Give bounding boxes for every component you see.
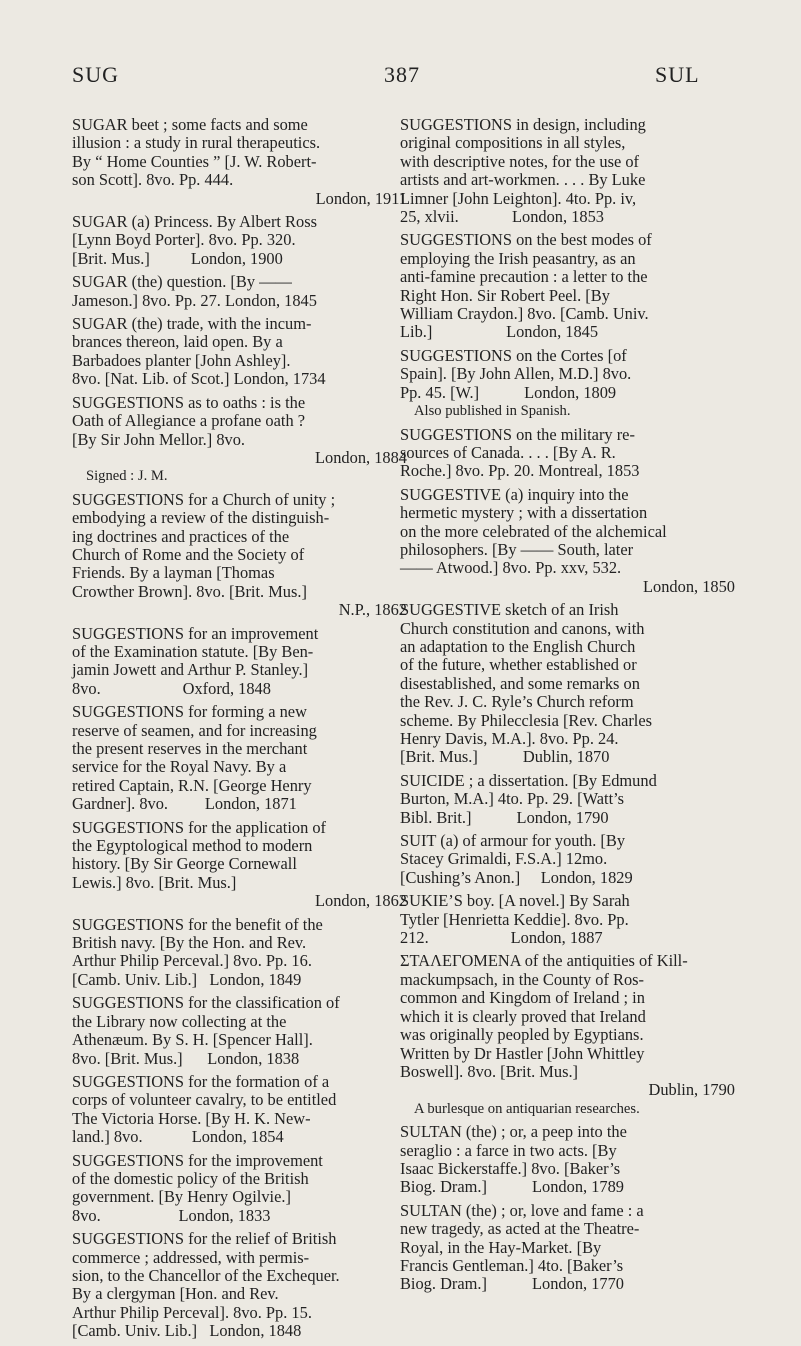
entry-line: jamin Jowett and Arthur P. Stanley.]	[72, 660, 309, 680]
bibliography-entry	[72, 916, 407, 990]
entry-line: Friends. By a layman [Thomas	[72, 563, 275, 583]
entry-line: seraglio : a farce in two acts. [By	[400, 1140, 617, 1160]
bibliography-entry	[400, 347, 735, 421]
entry-imprint: London, 1862	[315, 891, 407, 911]
entry-line: government. [By Henry Ogilvie.]	[72, 1187, 291, 1207]
entry-line: original compositions in all styles,	[400, 133, 626, 153]
entry-line: [Lynn Boyd Porter]. 8vo. Pp. 320.	[72, 230, 296, 250]
entry-line: 212. London, 1887	[400, 928, 603, 948]
entry-line: Church constitution and canons, with	[400, 618, 645, 638]
entry-line: SUGGESTIONS for the benefit of the	[72, 914, 323, 934]
entry-line: ΣΤΑΛΕΓΟΜΕΝΑ of the antiquities of Kill-	[400, 951, 688, 971]
bibliography-entry	[400, 116, 735, 226]
entry-line: hermetic mystery ; with a dissertation	[400, 503, 648, 523]
entry-line: retired Captain, R.N. [George Henry	[72, 775, 312, 795]
entry-imprint: N.P., 1862	[338, 600, 407, 620]
bibliography-entry	[400, 486, 735, 596]
entry-imprint: London, 1884	[315, 447, 407, 467]
bibliography-entry	[400, 231, 735, 341]
entry-line: disestablished, and some remarks on	[400, 673, 640, 693]
entry-line: Stacey Grimaldi, F.S.A.] 12mo.	[400, 849, 608, 869]
entry-line: Barbadoes planter [John Ashley].	[72, 350, 291, 370]
entry-line: SUGAR (the) question. [By ——	[72, 272, 292, 292]
entry-line: Arthur Philip Perceval]. 8vo. Pp. 15.	[72, 1302, 312, 1322]
entry-line: Spain]. [By John Allen, M.D.] 8vo.	[400, 364, 632, 384]
entry-line: employing the Irish peasantry, as an	[400, 248, 636, 268]
entry-line: of the Examination statute. [By Ben-	[72, 641, 314, 661]
entry-line: Royal, in the Hay-Market. [By	[400, 1237, 602, 1257]
entry-line: SUGGESTIONS for an improvement	[72, 623, 319, 643]
entry-line: Biog. Dram.] London, 1789	[400, 1177, 624, 1197]
entry-line: SUGGESTIONS for the relief of British	[72, 1229, 337, 1249]
entry-line: SUICIDE ; a dissertation. [By Edmund	[400, 770, 657, 790]
entry-line: SUGAR (a) Princess. By Albert Ross	[72, 212, 317, 232]
entry-line: Boswell]. 8vo. [Brit. Mus.]	[400, 1061, 579, 1081]
entry-line: the Egyptological method to modern	[72, 836, 313, 856]
entry-line: Jameson.] 8vo. Pp. 27. London, 1845	[72, 290, 317, 310]
entry-line: Isaac Bickerstaffe.] 8vo. [Baker’s	[400, 1158, 621, 1178]
entry-line: Lib.] London, 1845	[400, 322, 599, 342]
entry-line: of the future, whether established or	[400, 655, 637, 675]
entry-line: SULTAN (the) ; or, love and fame : a	[400, 1200, 644, 1220]
entry-line: SULTAN (the) ; or, a peep into the	[400, 1122, 627, 1142]
bibliography-entry	[72, 273, 407, 310]
entry-line: By a clergyman [Hon. and Rev.	[72, 1284, 279, 1304]
entry-line: SUIT (a) of armour for youth. [By	[400, 831, 626, 851]
bibliography-entry	[72, 994, 407, 1068]
bibliography-entry	[400, 952, 735, 1118]
bibliography-entry	[400, 426, 735, 481]
entry-line: Gardner]. 8vo. London, 1871	[72, 794, 297, 814]
entry-line: sources of Canada. . . . [By A. R.	[400, 442, 616, 462]
entry-line: The Victoria Horse. [By H. K. New-	[72, 1108, 311, 1128]
entry-note: Signed : J. M.	[86, 468, 168, 485]
entry-line: Limner [John Leighton]. 4to. Pp. iv,	[400, 188, 637, 208]
entry-line: Crowther Brown]. 8vo. [Brit. Mus.]	[72, 581, 307, 601]
entry-line: philosophers. [By —— South, later	[400, 539, 634, 559]
entry-line: SUGGESTIONS on the best modes of	[400, 230, 652, 250]
bibliography-entry	[400, 601, 735, 767]
entry-line: William Craydon.] 8vo. [Camb. Univ.	[400, 304, 649, 324]
entry-line: on the more celebrated of the alchemical	[400, 521, 667, 541]
entry-line: [Camb. Univ. Lib.] London, 1848	[72, 1321, 302, 1341]
right-column	[400, 116, 735, 1299]
entry-line: illusion : a study in rural therapeutics.	[72, 133, 321, 153]
entry-line: [Cushing’s Anon.] London, 1829	[400, 867, 633, 887]
entry-line: ing doctrines and practices of the	[72, 526, 290, 546]
entry-line: SUGGESTIONS on the Cortes [of	[400, 345, 627, 365]
entry-line: an adaptation to the English Church	[400, 636, 636, 656]
entry-line: which it is clearly proved that Ireland	[400, 1006, 646, 1026]
bibliography-entry	[400, 892, 735, 947]
entry-line: the Rev. J. C. Ryle’s Church reform	[400, 692, 634, 712]
entry-line: corps of volunteer cavalry, to be entitled	[72, 1090, 337, 1110]
entry-line: 8vo. Oxford, 1848	[72, 678, 271, 698]
bibliography-entry	[72, 116, 407, 208]
entry-line: SUGGESTIONS for the application of	[72, 817, 327, 837]
bibliography-entry	[72, 213, 407, 268]
entry-line: SUGGESTIONS as to oaths : is the	[72, 392, 306, 412]
bibliography-entry	[72, 1152, 407, 1226]
entry-line: SUGGESTIVE sketch of an Irish	[400, 600, 619, 620]
entry-line: of the domestic policy of the British	[72, 1168, 309, 1188]
page-header	[0, 62, 801, 92]
entry-line: the present reserves in the merchant	[72, 739, 308, 758]
entry-line: Biog. Dram.] London, 1770	[400, 1274, 624, 1294]
entry-line: Roche.] 8vo. Pp. 20. Montreal, 1853	[400, 461, 640, 481]
entry-line: service for the Royal Navy. By a	[72, 757, 287, 777]
entry-line: British navy. [By the Hon. and Rev.	[72, 933, 307, 953]
entry-line: mackumpsach, in the County of Ros-	[400, 969, 645, 989]
entry-imprint: Dublin, 1790	[648, 1080, 735, 1100]
entry-line: SUGGESTIONS in design, including	[400, 115, 646, 134]
entry-line: 25, xlvii. London, 1853	[400, 207, 604, 227]
entry-line: 8vo. London, 1833	[72, 1205, 271, 1225]
entry-line: Lewis.] 8vo. [Brit. Mus.]	[72, 872, 237, 892]
entry-line: commerce ; addressed, with permis-	[72, 1247, 310, 1267]
bibliography-entry	[72, 1230, 407, 1340]
entry-line: artists and art-workmen. . . . By Luke	[400, 170, 646, 190]
entry-line: reserve of seamen, and for increasing	[72, 720, 317, 740]
entry-line: was originally peopled by Egyptians.	[400, 1025, 644, 1045]
entry-line: SUGGESTIONS for a Church of unity ;	[72, 489, 336, 509]
bibliography-entry	[72, 703, 407, 813]
entry-line: land.] 8vo. London, 1854	[72, 1127, 284, 1147]
entry-imprint: London, 1911	[315, 188, 407, 208]
entry-line: Pp. 45. [W.] London, 1809	[400, 382, 617, 402]
bibliography-entry	[72, 819, 407, 911]
entry-line: SUGGESTIONS for the improvement	[72, 1150, 323, 1170]
entry-line: embodying a review of the distinguish-	[72, 508, 330, 528]
entry-line: Oath of Allegiance a profane oath ?	[72, 411, 306, 431]
left-column	[72, 116, 407, 1346]
entry-line: the Library now collecting at the	[72, 1011, 287, 1031]
entry-line: Arthur Philip Perceval.] 8vo. Pp. 16.	[72, 951, 312, 971]
entry-line: [Brit. Mus.] Dublin, 1870	[400, 747, 610, 767]
entry-line: —— Atwood.] 8vo. Pp. xxv, 532.	[400, 558, 622, 578]
entry-line: Written by Dr Hastler [John Whittley	[400, 1043, 645, 1063]
entry-note: A burlesque on antiquarian researches.	[414, 1100, 640, 1117]
entry-line: 8vo. [Brit. Mus.] London, 1838	[72, 1048, 300, 1068]
entry-line: brances thereon, laid open. By a	[72, 332, 283, 352]
bibliography-entry	[72, 625, 407, 699]
header-left-guide-word: SUG	[72, 62, 120, 87]
entry-line: son Scott]. 8vo. Pp. 444.	[72, 170, 234, 190]
entry-line: anti-famine precaution : a letter to the	[400, 267, 648, 287]
entry-line: common and Kingdom of Ireland ; in	[400, 988, 645, 1008]
entry-line: Athenæum. By S. H. [Spencer Hall].	[72, 1030, 313, 1050]
bibliography-entry	[400, 832, 735, 887]
entry-line: SUGGESTIONS for the formation of a	[72, 1071, 330, 1091]
page-number: 387	[384, 62, 420, 87]
entry-line: 8vo. [Nat. Lib. of Scot.] London, 1734	[72, 369, 326, 389]
bibliography-entry	[72, 491, 407, 620]
entry-line: new tragedy, as acted at the Theatre-	[400, 1219, 640, 1239]
entry-line: sion, to the Chancellor of the Exchequer.	[72, 1265, 340, 1285]
entry-line: Tytler [Henrietta Keddie]. 8vo. Pp.	[400, 909, 629, 929]
entry-line: [Brit. Mus.] London, 1900	[72, 248, 283, 268]
entry-line: Burton, M.A.] 4to. Pp. 29. [Watt’s	[400, 789, 625, 809]
entry-line: with descriptive notes, for the use of	[400, 151, 639, 171]
bibliography-entry	[400, 772, 735, 827]
entry-line: Francis Gentleman.] 4to. [Baker’s	[400, 1255, 624, 1275]
entry-line: Right Hon. Sir Robert Peel. [By	[400, 285, 610, 305]
entry-line: SUGGESTIVE (a) inquiry into the	[400, 484, 629, 504]
entry-line: Henry Davis, M.A.]. 8vo. Pp. 24.	[400, 729, 619, 748]
bibliography-entry	[400, 1202, 735, 1294]
entry-line: SUGGESTIONS for forming a new	[72, 702, 307, 722]
bibliography-entry	[72, 1073, 407, 1147]
entry-line: history. [By Sir George Cornewall	[72, 854, 297, 874]
bibliography-entry	[400, 1123, 735, 1197]
entry-imprint: London, 1850	[643, 576, 735, 596]
entry-line: [Camb. Univ. Lib.] London, 1849	[72, 969, 302, 989]
entry-line: Church of Rome and the Society of	[72, 544, 305, 564]
entry-note: Also published in Spanish.	[414, 403, 571, 420]
entry-line: By “ Home Counties ” [J. W. Robert-	[72, 151, 317, 171]
entry-line: SUKIE’S boy. [A novel.] By Sarah	[400, 891, 630, 911]
entry-line: SUGAR (the) trade, with the incum-	[72, 314, 312, 334]
header-right-guide-word: SUL	[655, 62, 700, 87]
bibliography-entry	[72, 315, 407, 389]
entry-line: SUGGESTIONS on the military re-	[400, 424, 635, 444]
entry-line: SUGAR beet ; some facts and some	[72, 115, 308, 134]
bibliography-entry	[72, 394, 407, 486]
entry-line: scheme. By Philecclesia [Rev. Charles	[400, 710, 653, 730]
entry-line: SUGGESTIONS for the classification of	[72, 993, 340, 1013]
entry-line: [By Sir John Mellor.] 8vo.	[72, 429, 246, 449]
entry-line: Bibl. Brit.] London, 1790	[400, 807, 609, 827]
